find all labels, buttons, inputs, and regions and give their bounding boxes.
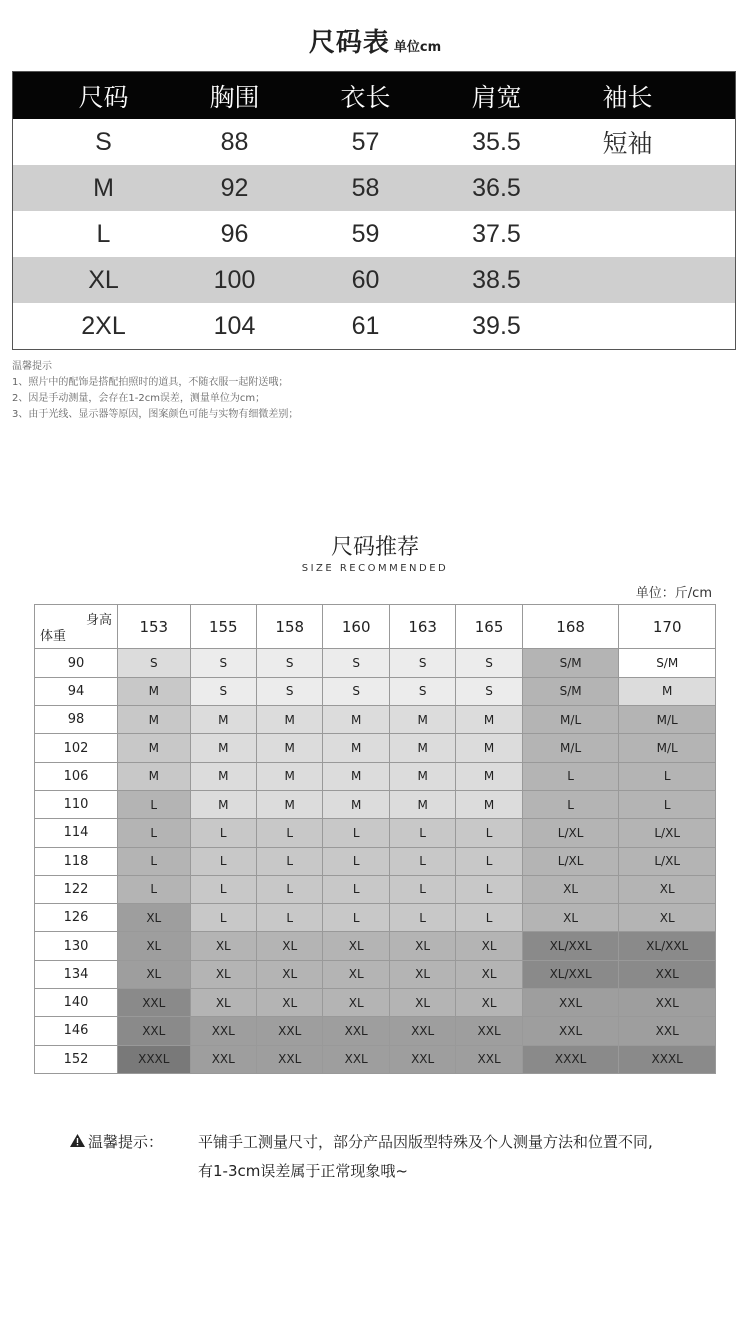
size-chart-cell: 39.5 — [472, 311, 521, 340]
size-cell: XL — [257, 989, 323, 1017]
recommend-row — [35, 706, 716, 734]
size-chart-header-cell: 袖长 — [602, 83, 653, 112]
size-cell: S — [456, 677, 522, 705]
size-cell: XL/XXL — [619, 932, 716, 960]
size-chart-unit: 单位cm — [393, 40, 442, 55]
size-chart-cell: 60 — [351, 265, 380, 294]
size-cell: XXL — [190, 1017, 256, 1045]
size-cell: XL — [118, 904, 191, 932]
size-cell: XXL — [257, 1017, 323, 1045]
size-cell: L — [389, 847, 455, 875]
size-cell: M — [456, 790, 522, 818]
weight-cell: 134 — [35, 960, 118, 988]
size-cell: S — [257, 677, 323, 705]
size-chart-row — [13, 211, 735, 257]
corner-weight-label: 体重 — [40, 629, 67, 645]
size-cell: XL — [190, 960, 256, 988]
size-cell: L — [389, 875, 455, 903]
size-cell: XXL — [619, 1017, 716, 1045]
size-cell: XL — [190, 932, 256, 960]
size-cell: L — [190, 819, 256, 847]
size-cell: M — [257, 706, 323, 734]
size-chart-cell: 100 — [213, 265, 256, 294]
recommend-subtitle: SIZE RECOMMENDED — [301, 563, 449, 574]
size-cell: M — [389, 734, 455, 762]
size-cell: L — [619, 790, 716, 818]
recommend-row — [35, 819, 716, 847]
size-chart-cell: M — [93, 173, 114, 202]
notes-block — [12, 359, 298, 423]
weight-cell: 118 — [35, 847, 118, 875]
size-cell: L/XL — [522, 847, 619, 875]
size-cell: XXL — [619, 989, 716, 1017]
size-chart-header-cell: 胸围 — [209, 83, 260, 112]
size-cell: L — [389, 819, 455, 847]
notes-item: 2、因是手动测量，会存在1-2cm误差，测量单位为cm； — [12, 393, 266, 404]
size-cell: XXL — [456, 1045, 522, 1073]
weight-cell: 102 — [35, 734, 118, 762]
size-cell: XXL — [389, 1045, 455, 1073]
size-cell: XL — [619, 875, 716, 903]
size-cell: M — [456, 734, 522, 762]
size-cell: L/XL — [619, 847, 716, 875]
size-cell: L — [323, 875, 389, 903]
size-cell: M — [190, 706, 256, 734]
size-chart-header-cell: 肩宽 — [471, 83, 522, 112]
size-cell: XXL — [118, 1017, 191, 1045]
size-cell: M — [118, 677, 191, 705]
size-cell: M — [456, 706, 522, 734]
size-cell: S — [190, 649, 256, 677]
size-cell: XL — [118, 932, 191, 960]
size-cell: XL — [522, 875, 619, 903]
size-cell: M/L — [522, 734, 619, 762]
recommend-row — [35, 677, 716, 705]
size-chart-header-row — [13, 72, 735, 119]
size-cell: S — [389, 677, 455, 705]
tip-line2: 有1-3cm误差属于正常现象哦~ — [198, 1162, 408, 1180]
recommend-row — [35, 790, 716, 818]
size-cell: M — [257, 734, 323, 762]
recommend-row — [35, 847, 716, 875]
weight-cell: 146 — [35, 1017, 118, 1045]
size-chart-cell: 104 — [213, 311, 256, 340]
size-cell: L — [118, 790, 191, 818]
recommend-row — [35, 1045, 716, 1073]
size-cell: XXL — [522, 989, 619, 1017]
size-cell: L — [522, 790, 619, 818]
size-chart-cell: 37.5 — [472, 219, 521, 248]
size-cell: XL — [257, 960, 323, 988]
size-cell: XL — [456, 932, 522, 960]
weight-cell: 126 — [35, 904, 118, 932]
size-chart-cell: XL — [88, 265, 119, 294]
height-header-cell: 165 — [456, 605, 522, 649]
recommend-row — [35, 762, 716, 790]
weight-cell: 110 — [35, 790, 118, 818]
size-cell: M — [619, 677, 716, 705]
size-cell: L/XL — [619, 819, 716, 847]
height-header-cell: 155 — [190, 605, 256, 649]
size-chart-cell: S — [95, 127, 112, 156]
tip-label: 温馨提示： — [88, 1133, 164, 1151]
size-cell: S — [323, 649, 389, 677]
size-cell: M — [118, 762, 191, 790]
size-recommend-table — [34, 604, 716, 1074]
size-chart-row — [13, 119, 735, 165]
recommend-row — [35, 989, 716, 1017]
size-chart-title: 尺码表 — [308, 28, 390, 58]
notes-item: 3、由于光线、显示器等原因，图案颜色可能与实物有细微差别； — [12, 409, 299, 420]
size-chart-cell: 38.5 — [472, 265, 521, 294]
size-chart-cell: 36.5 — [472, 173, 521, 202]
height-header-cell: 153 — [118, 605, 191, 649]
size-cell: S — [118, 649, 191, 677]
weight-cell: 98 — [35, 706, 118, 734]
size-cell: L — [323, 904, 389, 932]
size-chart-cell: 58 — [351, 173, 380, 202]
size-cell: M — [389, 706, 455, 734]
size-cell: XL — [522, 904, 619, 932]
size-cell: XXL — [190, 1045, 256, 1073]
corner-cell — [35, 605, 118, 649]
weight-cell: 122 — [35, 875, 118, 903]
size-cell: L — [257, 847, 323, 875]
size-cell: L — [118, 847, 191, 875]
size-cell: XL — [456, 989, 522, 1017]
size-cell: XL — [118, 960, 191, 988]
size-cell: XL/XXL — [522, 932, 619, 960]
size-cell: XL — [619, 904, 716, 932]
size-cell: XL — [323, 932, 389, 960]
size-chart-title-block — [0, 22, 750, 59]
height-header-cell: 168 — [522, 605, 619, 649]
size-cell: L — [389, 904, 455, 932]
size-cell: S — [456, 649, 522, 677]
notes-item: 1、照片中的配饰是搭配拍照时的道具，不随衣服一起附送哦； — [12, 377, 289, 388]
size-cell: XL — [323, 960, 389, 988]
size-chart-cell: 2XL — [81, 311, 126, 340]
size-cell: M — [190, 790, 256, 818]
weight-cell: 94 — [35, 677, 118, 705]
recommend-unit: 单位：斤/cm — [635, 586, 712, 601]
size-chart-table — [12, 71, 736, 350]
recommend-header-row — [35, 605, 716, 649]
size-cell: M — [118, 706, 191, 734]
size-cell: L — [118, 819, 191, 847]
size-cell: L — [323, 819, 389, 847]
height-header-cell: 158 — [257, 605, 323, 649]
size-chart-cell: L — [96, 219, 111, 248]
size-cell: L — [456, 819, 522, 847]
size-cell: XL — [257, 932, 323, 960]
tip-block — [70, 1128, 653, 1186]
size-cell: M — [118, 734, 191, 762]
size-chart-row — [13, 303, 735, 349]
recommend-row — [35, 734, 716, 762]
size-chart-cell: 88 — [220, 127, 249, 156]
recommend-title: 尺码推荐 — [330, 535, 419, 560]
weight-cell: 130 — [35, 932, 118, 960]
size-cell: L/XL — [522, 819, 619, 847]
size-cell: S — [257, 649, 323, 677]
size-chart-cell: 57 — [351, 127, 380, 156]
size-cell: XXL — [323, 1017, 389, 1045]
size-cell: M — [323, 734, 389, 762]
size-cell: XXXL — [619, 1045, 716, 1073]
size-chart-header-cell: 尺码 — [78, 83, 129, 112]
size-cell: L — [323, 847, 389, 875]
size-chart-cell: 59 — [351, 219, 380, 248]
size-chart-cell: 35.5 — [472, 127, 521, 156]
size-cell: XL — [389, 960, 455, 988]
weight-cell: 114 — [35, 819, 118, 847]
size-cell: XXL — [257, 1045, 323, 1073]
size-cell: M — [190, 734, 256, 762]
size-cell: XL — [190, 989, 256, 1017]
weight-cell: 106 — [35, 762, 118, 790]
size-cell: XXL — [619, 960, 716, 988]
size-cell: XL — [389, 932, 455, 960]
size-chart-cell: 96 — [220, 219, 249, 248]
size-chart-cell: 短袖 — [602, 130, 653, 158]
size-chart-row — [13, 257, 735, 303]
size-cell: L — [522, 762, 619, 790]
size-chart-header-cell: 衣长 — [340, 83, 391, 112]
size-cell: L — [257, 875, 323, 903]
size-cell: XL — [456, 960, 522, 988]
size-cell: L — [456, 904, 522, 932]
recommend-row — [35, 932, 716, 960]
size-cell: XXL — [118, 989, 191, 1017]
warning-icon — [70, 1128, 88, 1157]
size-cell: XL/XXL — [522, 960, 619, 988]
size-cell: M/L — [619, 734, 716, 762]
size-cell: M/L — [522, 706, 619, 734]
size-cell: S — [190, 677, 256, 705]
size-cell: S/M — [619, 649, 716, 677]
size-cell: S — [323, 677, 389, 705]
size-cell: XXXL — [522, 1045, 619, 1073]
size-cell: L — [619, 762, 716, 790]
size-cell: L — [190, 847, 256, 875]
height-header-cell: 160 — [323, 605, 389, 649]
recommend-row — [35, 649, 716, 677]
recommend-row — [35, 1017, 716, 1045]
height-header-cell: 163 — [389, 605, 455, 649]
size-cell: XXXL — [118, 1045, 191, 1073]
size-cell: XXL — [456, 1017, 522, 1045]
recommend-row — [35, 960, 716, 988]
size-cell: L — [257, 904, 323, 932]
size-cell: L — [456, 847, 522, 875]
size-cell: M — [323, 790, 389, 818]
size-cell: M — [257, 762, 323, 790]
tip-line1: 平铺手工测量尺寸，部分产品因版型特殊及个人测量方法和位置不同, — [198, 1133, 653, 1151]
size-cell: XXL — [323, 1045, 389, 1073]
recommend-row — [35, 875, 716, 903]
size-cell: M — [456, 762, 522, 790]
size-cell: XL — [323, 989, 389, 1017]
size-cell: M — [389, 762, 455, 790]
weight-cell: 140 — [35, 989, 118, 1017]
size-cell: S/M — [522, 649, 619, 677]
corner-height-label: 身高 — [85, 613, 112, 628]
size-cell: M — [323, 762, 389, 790]
recommend-row — [35, 904, 716, 932]
size-cell: XXL — [389, 1017, 455, 1045]
size-cell: S/M — [522, 677, 619, 705]
height-header-cell: 170 — [619, 605, 716, 649]
weight-cell: 152 — [35, 1045, 118, 1073]
size-cell: L — [257, 819, 323, 847]
size-cell: M — [323, 706, 389, 734]
size-cell: M/L — [619, 706, 716, 734]
size-cell: L — [190, 904, 256, 932]
size-cell: L — [118, 875, 191, 903]
size-chart-row — [13, 165, 735, 211]
size-cell: M — [389, 790, 455, 818]
size-chart-cell: 92 — [220, 173, 249, 202]
size-cell: XXL — [522, 1017, 619, 1045]
notes-title: 温馨提示 — [12, 361, 52, 372]
weight-cell: 90 — [35, 649, 118, 677]
size-chart-cell: 61 — [351, 311, 380, 340]
size-cell: L — [190, 875, 256, 903]
size-cell: M — [190, 762, 256, 790]
size-cell: L — [456, 875, 522, 903]
size-cell: XL — [389, 989, 455, 1017]
size-cell: S — [389, 649, 455, 677]
size-cell: M — [257, 790, 323, 818]
